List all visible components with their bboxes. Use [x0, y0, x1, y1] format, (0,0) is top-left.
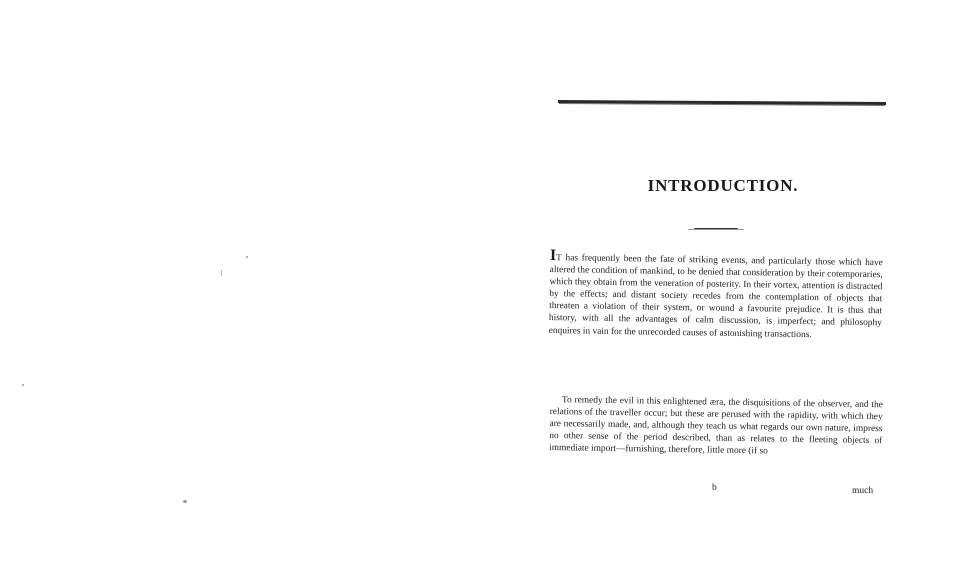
catchword: much: [852, 486, 874, 496]
chapter-title: INTRODUCTION.: [647, 176, 799, 195]
title-ornament-rule: [694, 228, 738, 230]
paper-speck: [221, 270, 222, 276]
paper-speck: [246, 256, 248, 258]
paragraph-2-text: To remedy the evil in this enlightened æra, the disquisitions of the observer, and the relations of the traveller occur; but these are perused with the rapidity, with which they are necessarily made, and, although they teach us what regards our own nature, impress no other sense of the period described, than as relates to the fleeting objects of immediate import—furnishing, therefore, little more (if so: [549, 395, 883, 457]
signature-mark: b: [712, 483, 717, 493]
header-rule: [558, 100, 886, 105]
paper-speck: [22, 384, 24, 386]
small-caps: T: [556, 252, 563, 263]
paper-speck: [183, 500, 187, 503]
paragraph-1-text: has frequently been the fate of striking events, and particularly those which have altered the condition of mankind, to be denied that consideration by their cotemporaries, which they obtain from the veneration of posterity. In their vortex, attention is distracted by the effects; and distant society recedes from the contemplation of objects that threaten a violation of their system, or wound a favourite prejudice. It is thus that history, with all the advantages of calm discussion, is imperfect; and philosophy enquires in vain for the unrecorded causes of astonishing transactions.: [548, 253, 883, 340]
drop-cap: I: [549, 247, 557, 265]
paragraph-1: [548, 247, 883, 342]
paragraph-2: [549, 394, 883, 460]
